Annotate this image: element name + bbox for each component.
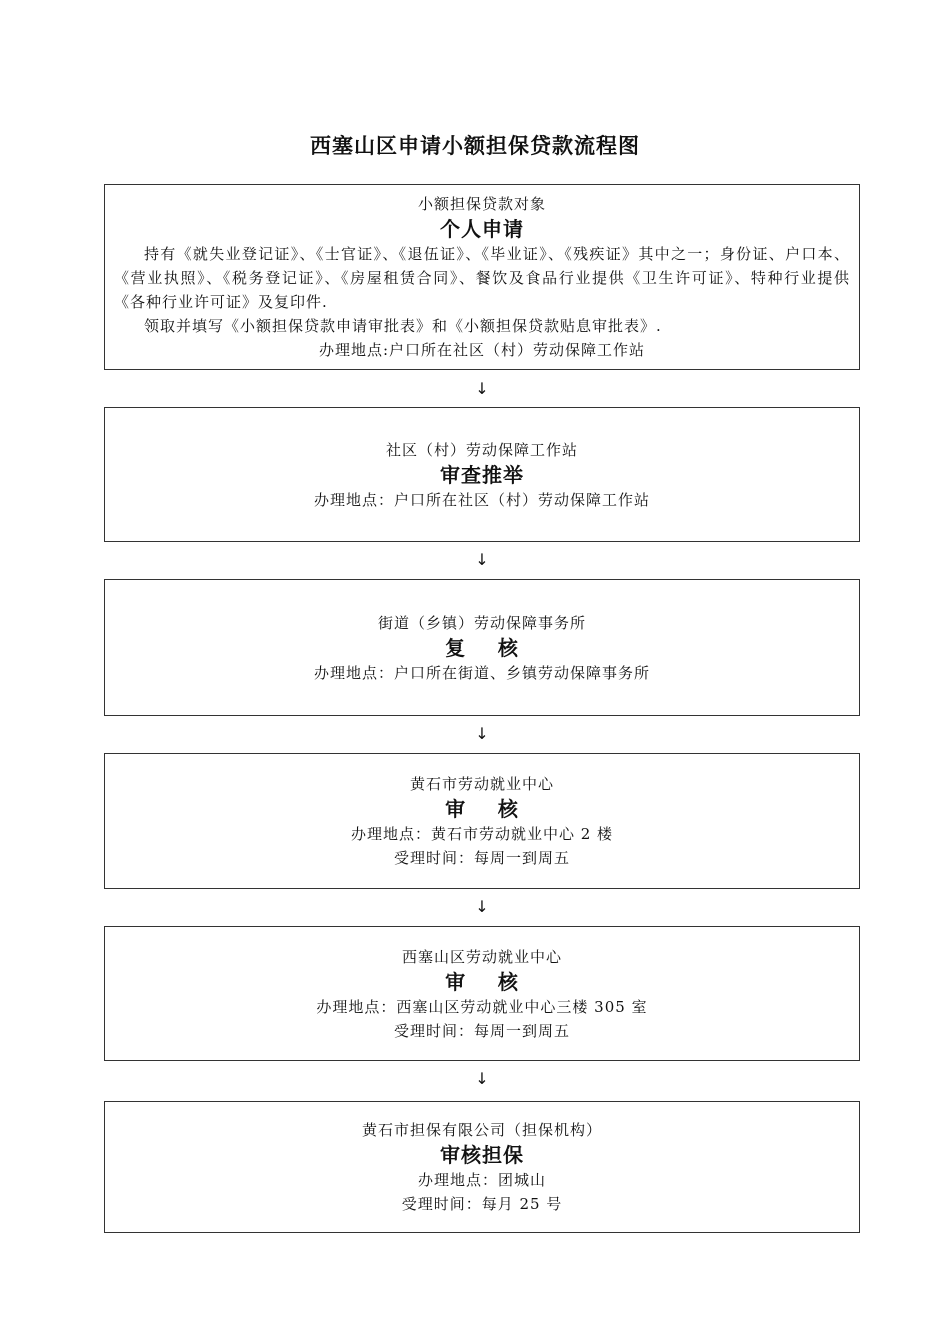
flow-step-recheck [104,579,860,716]
step-requirements-text: 持有《就失业登记证》、《士官证》、《退伍证》、《毕业证》、《残疾证》其中之一；身份证、户口本、《营业执照》、《税务登记证》、《房屋租赁合同》、餐饮及食品行业提供《卫生许可证》、特种行业提供《各种行业许可证》及复印件. [114,245,850,311]
step-heading: 审核担保 [440,1143,524,1167]
step-subtitle: 街道（乡镇）劳动保障事务所 [377,613,586,632]
flow-step-city-review [104,753,860,889]
step-hours: 受理时间：每周一到周五 [393,849,570,867]
step-subtitle: 黄石市劳动就业中心 [409,775,554,793]
flow-step-review-recommend [104,407,860,542]
step-heading: 审查推举 [440,462,524,487]
step-location: 办理地点：团城山 [417,1171,546,1189]
flow-arrow-down-icon: ↓ [475,897,489,916]
step-heading: 个人申请 [440,217,524,241]
flow-arrow-down-icon: ↓ [475,550,489,569]
step-location: 办理地点:户口所在社区（村）劳动保障工作站 [318,341,646,359]
step-subtitle: 黄石市担保有限公司（担保机构） [361,1121,602,1139]
page-title: 西塞山区申请小额担保贷款流程图 [310,133,640,158]
step-form-instructions: 领取并填写《小额担保贷款申请审批表》和《小额担保贷款贴息审批表》. [144,317,662,335]
step-hours: 受理时间：每月 25 号 [401,1195,563,1213]
step-heading: 审 核 [445,969,519,994]
step-subtitle: 社区（村）劳动保障工作站 [385,440,578,459]
step-subtitle: 西塞山区劳动就业中心 [401,947,562,966]
flow-step-district-review [104,926,860,1061]
flow-arrow-down-icon: ↓ [475,1069,489,1088]
step-subtitle: 小额担保贷款对象 [417,195,546,213]
step-heading: 复 核 [445,635,519,660]
step-hours: 受理时间：每周一到周五 [393,1021,570,1040]
step-heading: 审 核 [445,797,519,821]
flow-step-personal-application [104,184,860,370]
step-location: 办理地点：户口所在社区（村）劳动保障工作站 [313,490,650,509]
step-location: 办理地点：户口所在街道、乡镇劳动保障事务所 [313,663,650,682]
flow-step-guarantee-review [104,1101,860,1233]
flow-arrow-down-icon: ↓ [475,379,489,398]
flow-arrow-down-icon: ↓ [475,724,489,743]
step-location: 办理地点：西塞山区劳动就业中心三楼 305 室 [316,997,648,1016]
step-location: 办理地点：黄石市劳动就业中心 2 楼 [350,825,614,843]
